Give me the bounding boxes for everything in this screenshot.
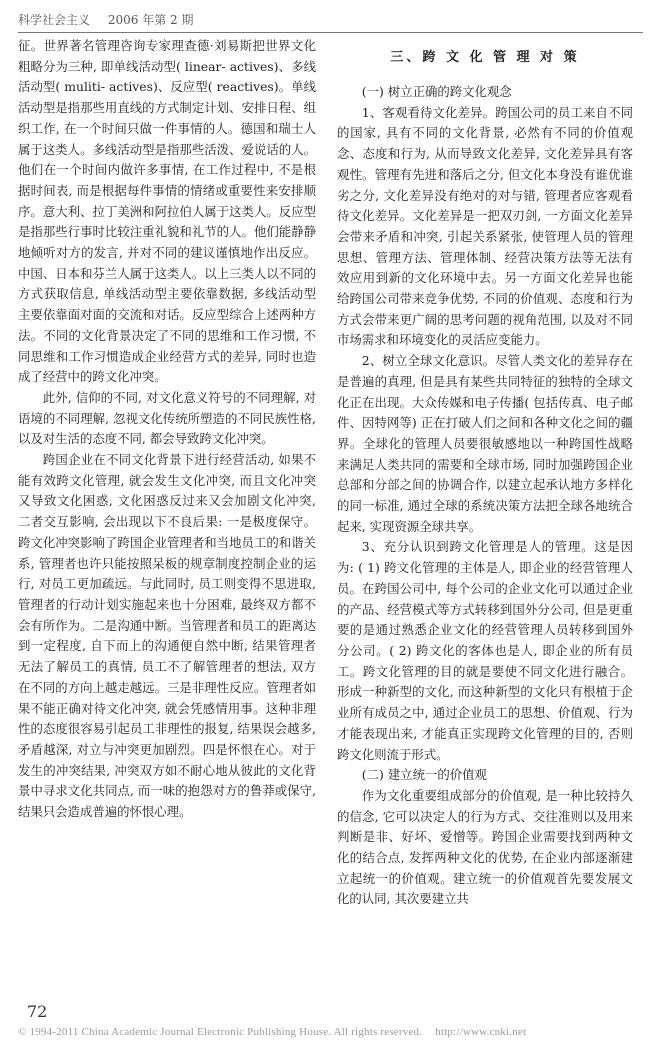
running-header — [18, 8, 643, 33]
body-paragraph: 此外, 信仰的不同, 对文化意义符号的不同理解, 对语境的不同理解, 忽视文化传统所塑造的不同民族性格, 以及对生活的态度不同, 都会导致跨文化冲突。 — [18, 389, 316, 447]
footer-link[interactable]: http://www.cnki.net — [435, 1026, 527, 1038]
body-paragraph: 作为文化重要组成部分的价值观, 是一种比较持久的信念, 它可以决定人的行为方式、交往准则以及用来判断是非、好坏、爱憎等。跨国企业需要找到两种文化的结合点, 发挥两种文化的优势, 在企业内部逐渐建立起统一的价值观。建立统一的价值观首先要发展文化的认同, 其次要建立共 — [337, 787, 633, 907]
body-paragraph: 跨国企业在不同文化背景下进行经营活动, 如果不能有效跨文化管理, 就会发生文化冲突, 而且文化冲突又导致文化困惑, 文化困惑反过来又会加剧文化冲突, 二者交互影响, 会出现以下不良后果: 一是极度保守。跨文化冲突影响了跨国企业管理者和当地员工的和谐关系, 管理者也许只能按照呆板的规章制度控制企业的运行, 对员工更加疏远。与此同时, 员工则变得不思进取, 管理者的行动计划实施起来也十分困难, 最终双方都不会有所作为。二是沟通中断。当管理者和员工的距离达到一定程度, 自下而上的沟通便自然中断, 结果管理者无法了解员工的真情, 员工不了解管理者的想法, 双方在不同的方向上越走越远。三是非理性反应。管理者如果不能正确对待文化冲突, 就会凭感情用事。这种非理性的态度很容易引起员工非理性的报复, 结果误会越多, 矛盾越深, 对立与冲突更加剧烈。四是怀恨在心。对于发生的冲突结果, 冲突双方如不耐心地从彼此的文化背景中寻求文化共同点, 而一味的抱怨对方的鲁莽或保守, 结果只会造成普遍的怀恨心理。 — [18, 452, 316, 820]
copyright-text: © 1994-2011 China Academic Journal Electronic Publishing House. All rights reserved. — [18, 1026, 423, 1038]
body-paragraph: 征。世界著名管理咨询专家理查德·刘易斯把世界文化粗略分为三种, 即单线活动型( linear- actives)、多线活动型( muliti- actives)、反应型( reactives)。单线活动型是指那些用直线的方式制定计划、安排日程、组织工作, 在一个时间只做一件事情的人。德国和瑞士人属于这类人。多线活动型是指那些活泼、爱说话的人。他们在一个时间内做许多事情, 在工作过程中, 不是根据时间表, 而是根据每件事情的情绪或重要性来安排顺序。意大利、拉丁美洲和阿拉伯人属于这类人。反应型是指那些行事时比较注重礼貌和礼节的人。他们能静静地倾听对方的发言, 并对不同的建议谨慎地作出反应。中国、日本和芬兰人属于这类人。以上三类人以不同的方式获取信息, 单线活动型主要依靠数据, 多线活动型主要依靠面对面的交流和对话。反应型综合上述两种方法。不同的文化背景决定了不同的思维和工作习惯, 不同思维和工作习惯造成企业经营方式的差异, 同时也造成了经营中的跨文化冲突。 — [18, 38, 316, 385]
journal-name: 科学社会主义 — [18, 13, 91, 27]
page-number: 72 — [27, 1002, 48, 1021]
left-column — [18, 36, 316, 823]
issue-label: 2006 年第 2 期 — [107, 13, 194, 27]
body-paragraph: 1、客观看待文化差异。跨国公司的员工来自不同的国家, 具有不同的文化背景, 必然有不同的价值观念、态度和行为, 从而导致文化差异, 文化差异具有客观性。管理有先进和落后之分, 但文化本身没有谁优谁劣之分, 文化差异没有绝对的对与错, 管理者应客观看待文化差异。文化差异是一把双刃剑, 一方面文化差异会带来矛盾和冲突, 引起关系紧张, 使管理人员的管理思想、管理方法、管理体制、经营决策方法等无法有效应用到新的文化环境中去。另一方面文化差异也能给跨国公司带来竞争优势, 不同的价值观、态度和行为方式会带来更广阔的思考问题的视角范围, 以及对不同市场需求和环境变化的灵活应变能力。 — [337, 104, 633, 348]
subsection-heading: (一) 树立正确的跨文化观念 — [361, 84, 512, 99]
section-heading: 三、跨 文 化 管 理 对 策 — [390, 50, 580, 65]
copyright-footer — [18, 1026, 648, 1038]
body-paragraph: 2、树立全球文化意识。尽管人类文化的差异存在是普遍的真理, 但是具有某些共同特征的独特的全球文化正在出现。大众传媒和电子传播( 包括传真、电子邮件、因特网等) 正在打破人们之间和各种文化之间的疆界。全球化的管理人员要很敏感地以一种跨国性战略来满足人类共同的需要和全球市场, 同时加强跨国企业总部和分部之间的协调合作, 以建立起承认地方多样化的同一标准, 通过全球的系统决策方法把全球各地统合起来, 实现资源全球共享。 — [337, 353, 633, 534]
subsection-heading: (二) 建立统一的价值观 — [361, 767, 487, 783]
right-column — [337, 36, 633, 910]
body-paragraph: 3、充分认识到跨文化管理是人的管理。这是因为: ( 1) 跨文化管理的主体是人, 即企业的经营管理人员。在跨国公司中, 每个公司的企业文化可以通过企业的产品、经营模式等方式转移到国外分公司, 但是更重要的是通过熟悉企业文化的经营管理人员转移到国外分公司。( 2) 跨文化的客体也是人, 即企业的所有员工。跨文化管理的目的就是要使不同文化进行融合。形成一种新型的文化, 而这种新型的文化只有根植于企业所有成员之中, 通过企业员工的思想、价值观、行为才能表现出来, 才能真正实现跨文化管理的目的, 否则跨文化则流于形式。 — [337, 539, 633, 762]
